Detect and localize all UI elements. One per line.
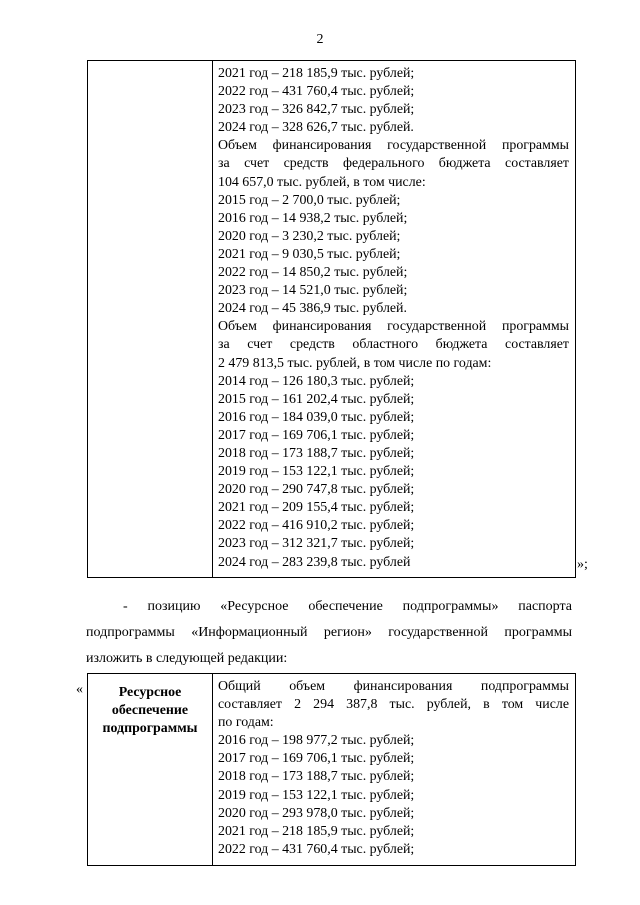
text-line: 2020 год – 3 230,2 тыс. рублей; (218, 228, 401, 244)
financing-table-continued (87, 60, 576, 578)
text-line: 2024 год – 328 626,7 тыс. рублей. (218, 120, 414, 136)
text-line: 2022 год – 416 910,2 тыс. рублей; (218, 518, 415, 534)
text-line: 2021 год – 218 185,9 тыс. рублей; (218, 66, 415, 81)
text-line: Объем финансирования государственной программы (218, 138, 569, 154)
text-line: Объем финансирования государственной программы (218, 319, 569, 335)
text-line: 2021 год – 218 185,9 тыс. рублей; (218, 823, 415, 839)
text-line: 2024 год – 45 386,9 тыс. рублей. (218, 301, 407, 317)
paragraph-line: - позицию «Ресурсное обеспечение подпрограммы» паспорта (123, 599, 572, 614)
text-line: по годам: (218, 715, 274, 731)
text-line: 2024 год – 283 239,8 тыс. рублей (218, 554, 411, 570)
financing-text-cell (213, 61, 576, 578)
text-line: 2023 год – 326 842,7 тыс. рублей; (218, 102, 415, 118)
text-line: 2016 год – 198 977,2 тыс. рублей; (218, 733, 415, 749)
text-line: 2022 год – 431 760,4 тыс. рублей; (218, 84, 415, 100)
text-line: 2021 год – 9 030,5 тыс. рублей; (218, 246, 401, 262)
text-line: 2020 год – 290 747,8 тыс. рублей; (218, 482, 415, 498)
opening-quote: « (76, 682, 83, 697)
row-label: Ресурсное обеспечение подпрограммы (88, 674, 213, 866)
empty-label-cell (88, 61, 213, 578)
text-line: 2016 год – 184 039,0 тыс. рублей; (218, 409, 415, 425)
text-line: 104 657,0 тыс. рублей, в том числе: (218, 174, 426, 190)
text-line: 2020 год – 293 978,0 тыс. рублей; (218, 805, 415, 821)
text-line: составляет 2 294 387,8 тыс. рублей, в том числе (218, 697, 569, 713)
subprogram-financing-text-cell (213, 674, 576, 866)
text-line: 2018 год – 173 188,7 тыс. рублей; (218, 769, 415, 785)
text-line: 2016 год – 14 938,2 тыс. рублей; (218, 210, 408, 226)
text-line: 2019 год – 153 122,1 тыс. рублей; (218, 464, 415, 480)
text-line: 2019 год – 153 122,1 тыс. рублей; (218, 787, 415, 803)
paragraph-line: подпрограммы «Информационный регион» государственной программы (86, 625, 572, 640)
text-line: Общий объем финансирования подпрограммы (218, 679, 569, 694)
text-line: 2021 год – 209 155,4 тыс. рублей; (218, 500, 415, 516)
page-number: 2 (316, 32, 324, 47)
text-line: 2023 год – 312 321,7 тыс. рублей; (218, 536, 415, 552)
text-line: 2017 год – 169 706,1 тыс. рублей; (218, 427, 415, 443)
text-line: 2015 год – 161 202,4 тыс. рублей; (218, 391, 415, 407)
text-line: 2 479 813,5 тыс. рублей, в том числе по годам: (218, 355, 492, 371)
closing-quote: »; (577, 557, 588, 572)
text-line: 2017 год – 169 706,1 тыс. рублей; (218, 751, 415, 767)
text-line: 2018 год – 173 188,7 тыс. рублей; (218, 445, 415, 461)
text-line: 2015 год – 2 700,0 тыс. рублей; (218, 192, 401, 208)
paragraph-line: изложить в следующей редакции: (86, 651, 288, 666)
text-line: за счет средств федерального бюджета составляет (218, 156, 569, 172)
text-line: 2023 год – 14 521,0 тыс. рублей; (218, 283, 408, 299)
text-line: 2022 год – 431 760,4 тыс. рублей; (218, 841, 415, 857)
subprogram-resources-table (87, 673, 576, 866)
text-line: за счет средств областного бюджета составляет (218, 337, 569, 353)
text-line: 2014 год – 126 180,3 тыс. рублей; (218, 373, 415, 389)
text-line: 2022 год – 14 850,2 тыс. рублей; (218, 265, 408, 281)
